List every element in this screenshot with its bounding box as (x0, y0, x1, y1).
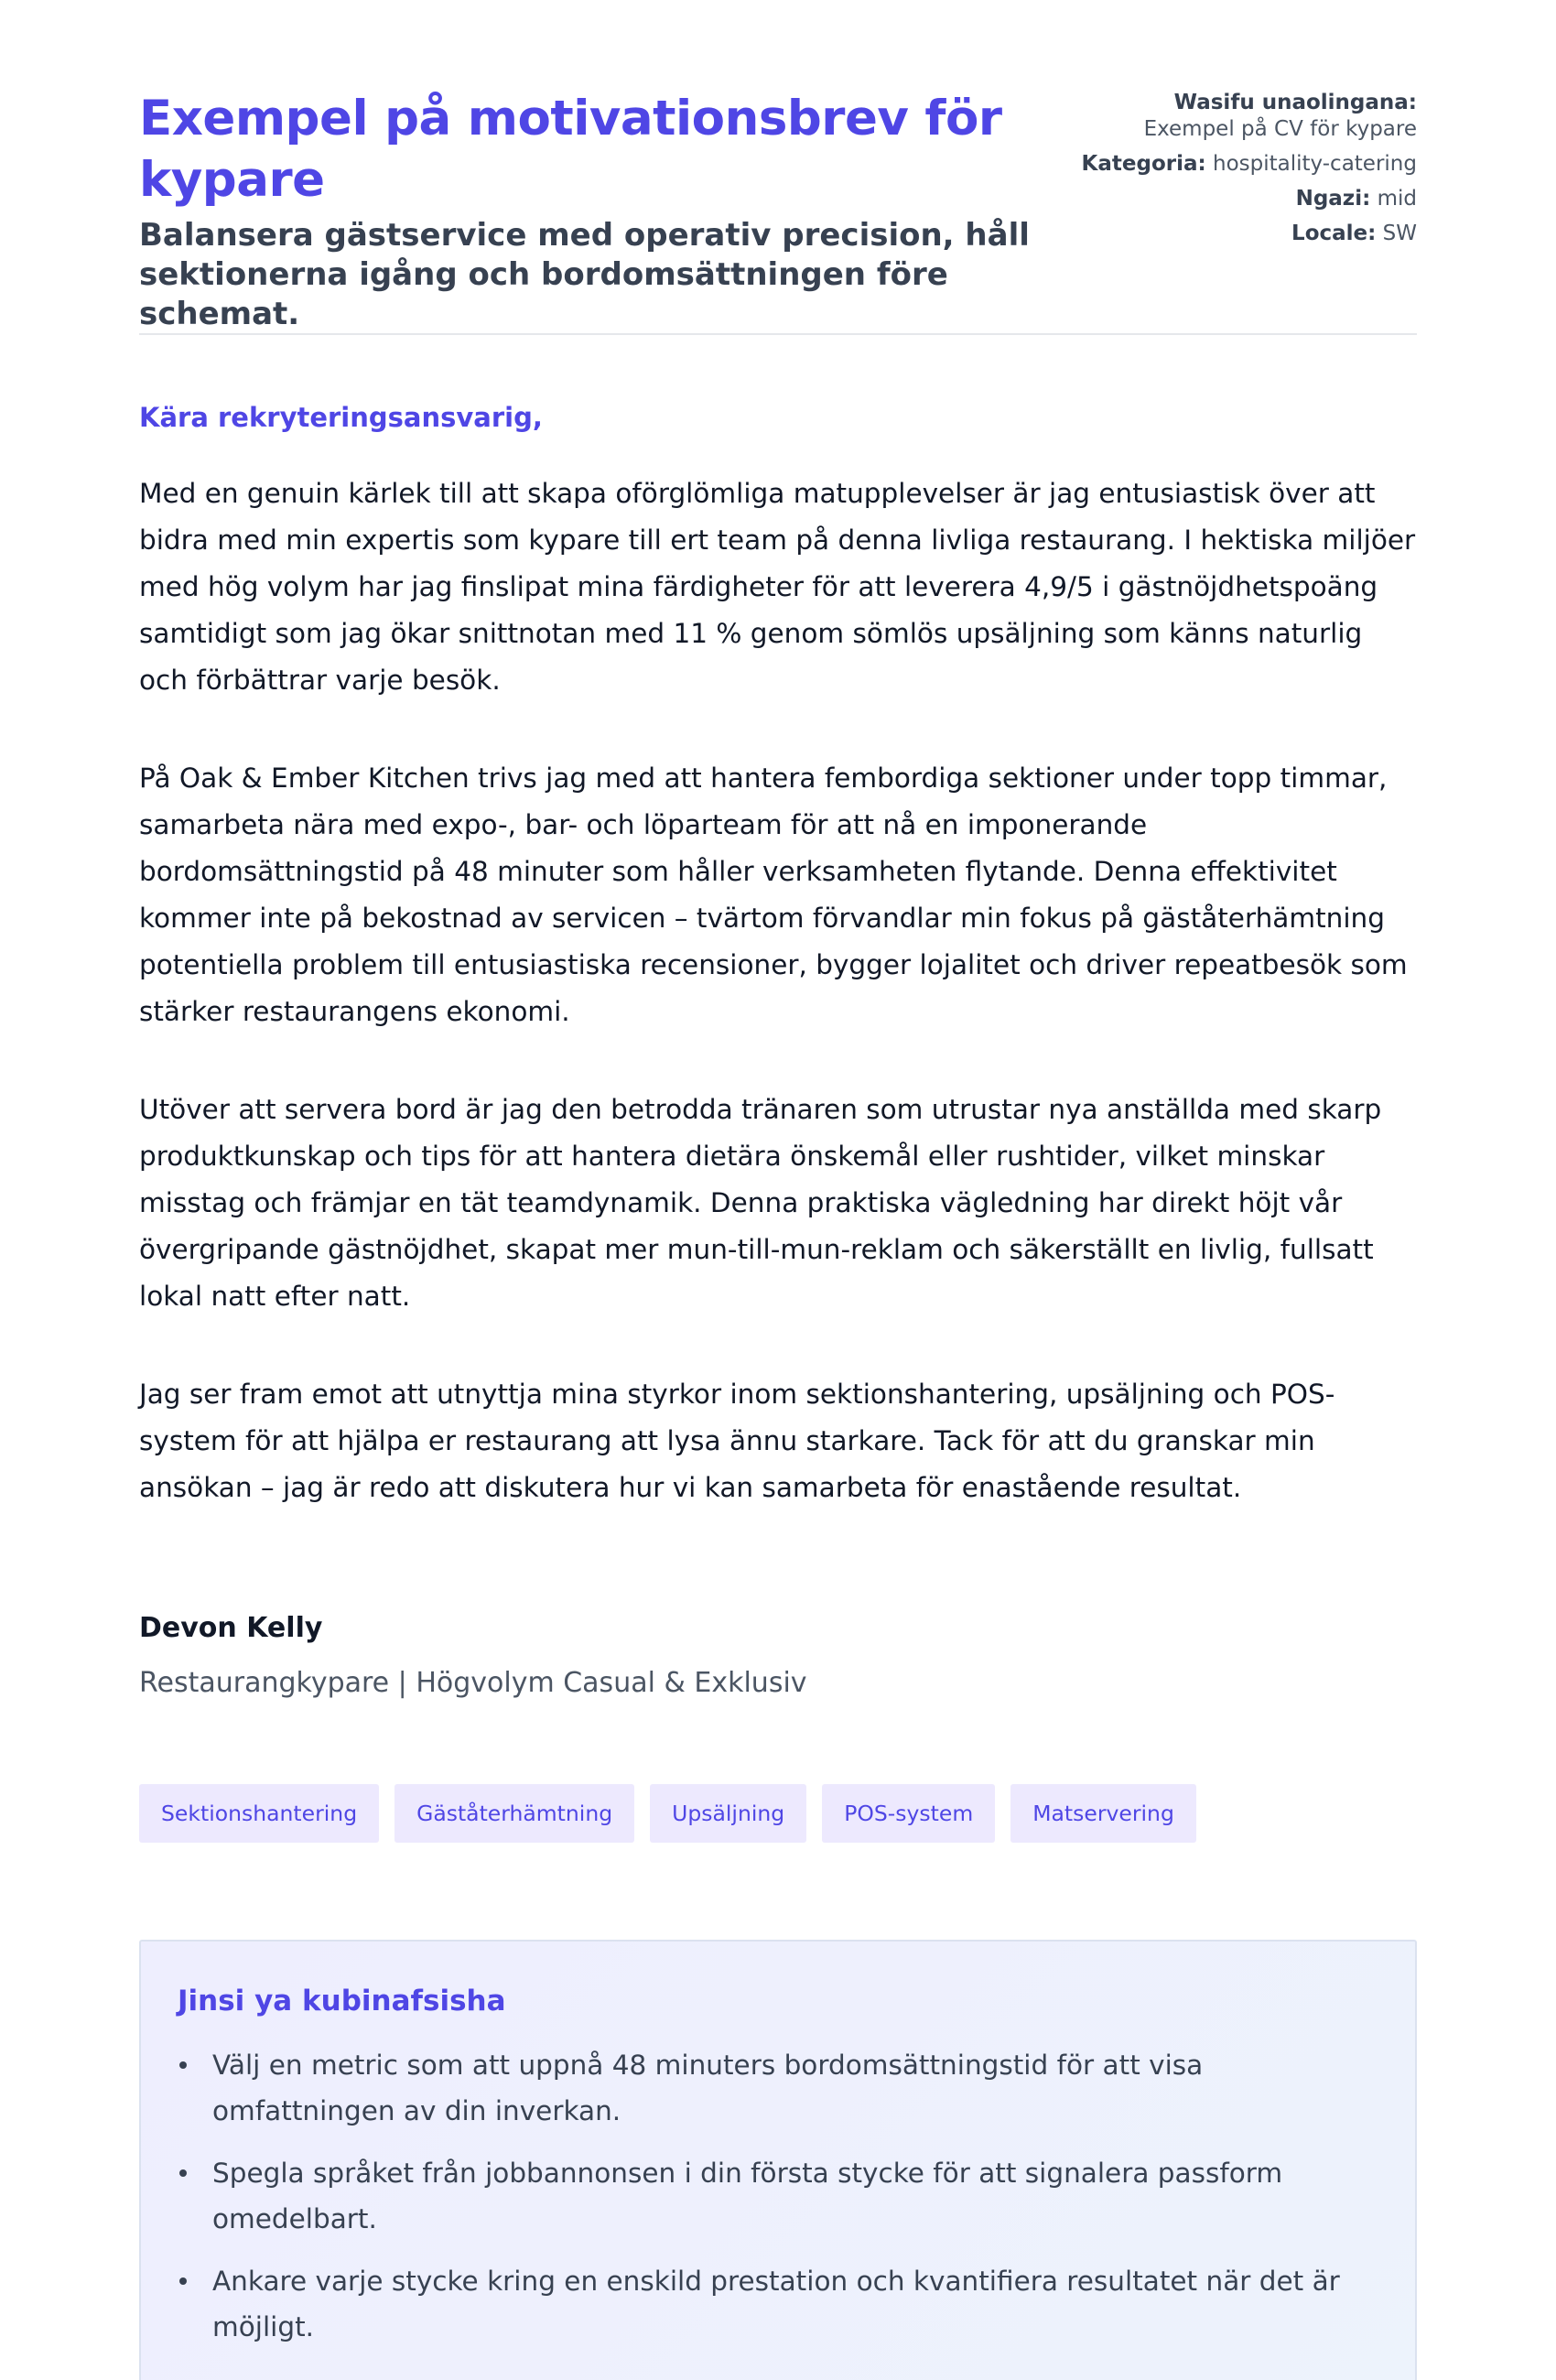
letter-paragraph: Jag ser fram emot att utnyttja mina styrkor inom sektionshantering, upsäljning och POS-system för att hjälpa er restaurang att lysa ännu starkare. Tack för att du granskar min ansökan – jag är redo att diskutera hur vi kan samarbeta för enastående resultat. (139, 1379, 1335, 1503)
meta-matching-resume (1069, 90, 1417, 143)
signer-name: Devon Kelly (139, 1612, 323, 1644)
letter-paragraph: Utöver att servera bord är jag den betrodda tränaren som utrustar nya anställda med skarp produktkunskap och tips för att hantera dietära önskemål eller rushtider, vilket minskar misstag och främjar en tät teamdynamik. Denna praktiska vägledning har direkt höjt vår övergripande gästnöjdhet, skapat mer mun-till-mun-reklam och säkerställt en livlig, fullsatt lokal natt efter natt. (139, 1094, 1382, 1312)
meta-level (1069, 186, 1417, 212)
meta-category (1069, 151, 1417, 178)
meta-value: hospitality-catering (1213, 152, 1417, 176)
signer-role: Restaurangkypare | Högvolym Casual & Exklusiv (139, 1667, 807, 1699)
skill-tag: Matservering (1010, 1784, 1196, 1843)
page-title: Exempel på motivationsbrev för kypare (139, 91, 1002, 208)
meta-label: Wasifu unaolingana: (1173, 91, 1417, 114)
page-subtitle: Balansera gästservice med operativ precision, håll sektionerna igång och bordomsättningen före schemat. (139, 217, 1030, 332)
letter-paragraph: På Oak & Ember Kitchen trivs jag med att hantera fembordiga sektioner under topp timmar, samarbeta nära med expo-, bar- och löparteam för att nå en imponerande bordomsättningstid på 48 minuter som håller verksamheten flytande. Denna effektivitet kommer inte på bekostnad av servicen – tvärtom förvandlar min fokus på gäståterhämtning potentiella problem till entusiastiska recensioner, bygger lojalitet och driver repeatbesök som stärker restaurangens ekonomi. (139, 763, 1408, 1027)
meta-value: Exempel på CV för kypare (1143, 117, 1417, 141)
tips-list (178, 2042, 1378, 2350)
skill-tags (139, 1784, 1417, 1843)
letter-salutation: Kära rekryteringsansvarig, (139, 402, 543, 433)
skill-tag: Gäståterhämtning (394, 1784, 634, 1843)
list-item: Spegla språket från jobbannonsen i din första stycke för att signalera passform omedelbart. (178, 2150, 1378, 2242)
metadata-panel (1069, 90, 1417, 255)
skill-tag: Upsäljning (650, 1784, 806, 1843)
tips-title: Jinsi ya kubinafsisha (178, 1985, 506, 2018)
skill-tag: POS-system (822, 1784, 995, 1843)
skill-tag: Sektionshantering (139, 1784, 379, 1843)
meta-locale (1069, 221, 1417, 247)
customization-tips-box (139, 1940, 1417, 2380)
meta-label: Locale: (1291, 222, 1377, 245)
meta-value: mid (1377, 187, 1417, 211)
meta-label: Kategoria: (1081, 152, 1206, 176)
letter-paragraph: Med en genuin kärlek till att skapa oförglömliga matupplevelser är jag entusiastisk över att bidra med min expertis som kypare till ert team på denna livliga restaurang. I hektiska miljöer med hög volym har jag finslipat mina färdigheter för att leverera 4,9/5 i gästnöjdhetspoäng samtidigt som jag ökar snittnotan med 11 % genom sömlös upsäljning som känns naturlig och förbättrar varje besök. (139, 478, 1416, 696)
list-item: Ankare varje stycke kring en enskild prestation och kvantifiera resultatet när det är möjligt. (178, 2258, 1378, 2350)
letter-signoff (139, 1610, 1417, 1702)
meta-label: Ngazi: (1295, 187, 1371, 211)
meta-value: SW (1382, 222, 1417, 245)
list-item: Välj en metric som att uppnå 48 minuters bordomsättningstid för att visa omfattningen av din inverkan. (178, 2042, 1378, 2134)
cover-letter-body (139, 399, 1417, 1702)
document-header (139, 0, 1417, 335)
